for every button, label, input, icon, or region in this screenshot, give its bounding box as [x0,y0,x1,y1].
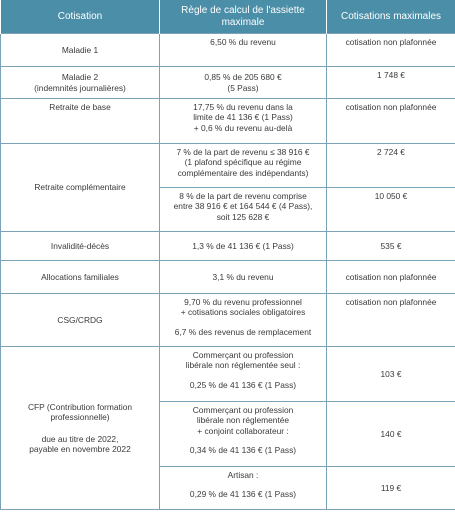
table-row [1,34,455,67]
table-row [1,347,455,402]
rule-cell: 3,1 % du revenu [160,261,327,294]
rule-text: limite de 41 136 € (1 Pass) [193,112,293,123]
cotisation-cell [1,67,160,99]
cotisation-sublabel: payable en novembre 2022 [29,443,131,454]
cotisation-cell: Allocations familiales [1,261,160,294]
header-row [1,0,455,34]
cotisation-cell: Maladie 1 [1,34,160,67]
max-cell: 119 € [327,467,455,510]
cotisation-label: Maladie 2 [61,72,99,83]
rule-text: Artisan : [227,470,259,480]
rule-text: Commerçant ou profession [192,405,294,415]
header-cotisation: Cotisation [1,0,160,34]
cotisation-cell [1,347,160,510]
rule-text: Commerçant ou profession [192,350,294,360]
cotisation-cell: CSG/CRDG [1,294,160,347]
rule-cell [160,402,327,467]
cotisation-cell: Retraite de base [1,99,160,144]
rule-text: + conjoint collaborateur : [197,425,289,436]
rule-text: 7 % de la part de revenu ≤ 38 916 € [176,147,310,157]
rule-text: complémentaire des indépendants) [177,167,309,178]
rule-cell [160,67,327,99]
max-cell: 2 724 € [327,144,455,188]
table-row [1,261,455,294]
rule-text: 0,29 % de 41 136 € (1 Pass) [189,489,297,500]
rule-text: 9,70 % du revenu professionnel [184,297,302,307]
max-cell: cotisation non plafonnée [327,99,455,144]
rule-cell: 6,50 % du revenu [160,34,327,67]
cotisation-cell: Retraite complémentaire [1,144,160,232]
max-cell: 103 € [327,347,455,402]
max-cell: 535 € [327,232,455,261]
table-row [1,232,455,261]
max-cell: cotisation non plafonnée [327,34,455,67]
rule-cell [160,144,327,188]
rule-text: + cotisations sociales obligatoires [180,307,306,318]
rule-text: + 0,6 % du revenu au-delà [193,122,293,133]
rule-text: 17,75 % du revenu dans la [193,102,293,112]
rule-cell [160,347,327,402]
table-row [1,144,455,188]
cotisation-label: professionnelle) [50,412,110,423]
rule-cell [160,99,327,144]
rule-text: 0,85 % de 205 680 € [204,72,282,83]
rule-text: libérale non réglementée seul : [185,360,301,371]
rule-cell: 1,3 % de 41 136 € (1 Pass) [160,232,327,261]
rule-cell [160,188,327,232]
rule-text: 0,34 % de 41 136 € (1 Pass) [189,444,297,455]
table-row [1,294,455,347]
rule-cell [160,294,327,347]
max-cell: cotisation non plafonnée [327,261,455,294]
max-cell: 10 050 € [327,188,455,232]
cotisation-label: CFP (Contribution formation [27,401,133,412]
rule-text: soit 125 628 € [216,211,270,222]
rule-text: (5 Pass) [227,82,259,93]
header-cotisations-maximales: Cotisations maximales [327,0,455,34]
header-regle: Règle de calcul de l'assiette maximale [160,0,327,34]
rule-text: (1 plafond spécifique au régime [184,157,302,168]
rule-text: 6,7 % des revenus de remplacement [174,326,312,337]
cotisation-sublabel: (indemnités journalières) [34,82,126,93]
max-cell: 140 € [327,402,455,467]
rule-cell [160,467,327,510]
rule-text: libérale non réglementée [196,415,290,426]
cotisation-sublabel: due au titre de 2022, [41,433,119,444]
rule-text: entre 38 916 € et 164 544 € (4 Pass), [173,201,313,212]
rule-text: 8 % de la part de revenu comprise [179,191,307,201]
max-cell: 1 748 € [327,67,455,99]
rule-text: 0,25 % de 41 136 € (1 Pass) [189,379,297,390]
cotisation-cell: Invalidité-décès [1,232,160,261]
table-row [1,99,455,144]
max-cell: cotisation non plafonnée [327,294,455,347]
table-row [1,67,455,99]
